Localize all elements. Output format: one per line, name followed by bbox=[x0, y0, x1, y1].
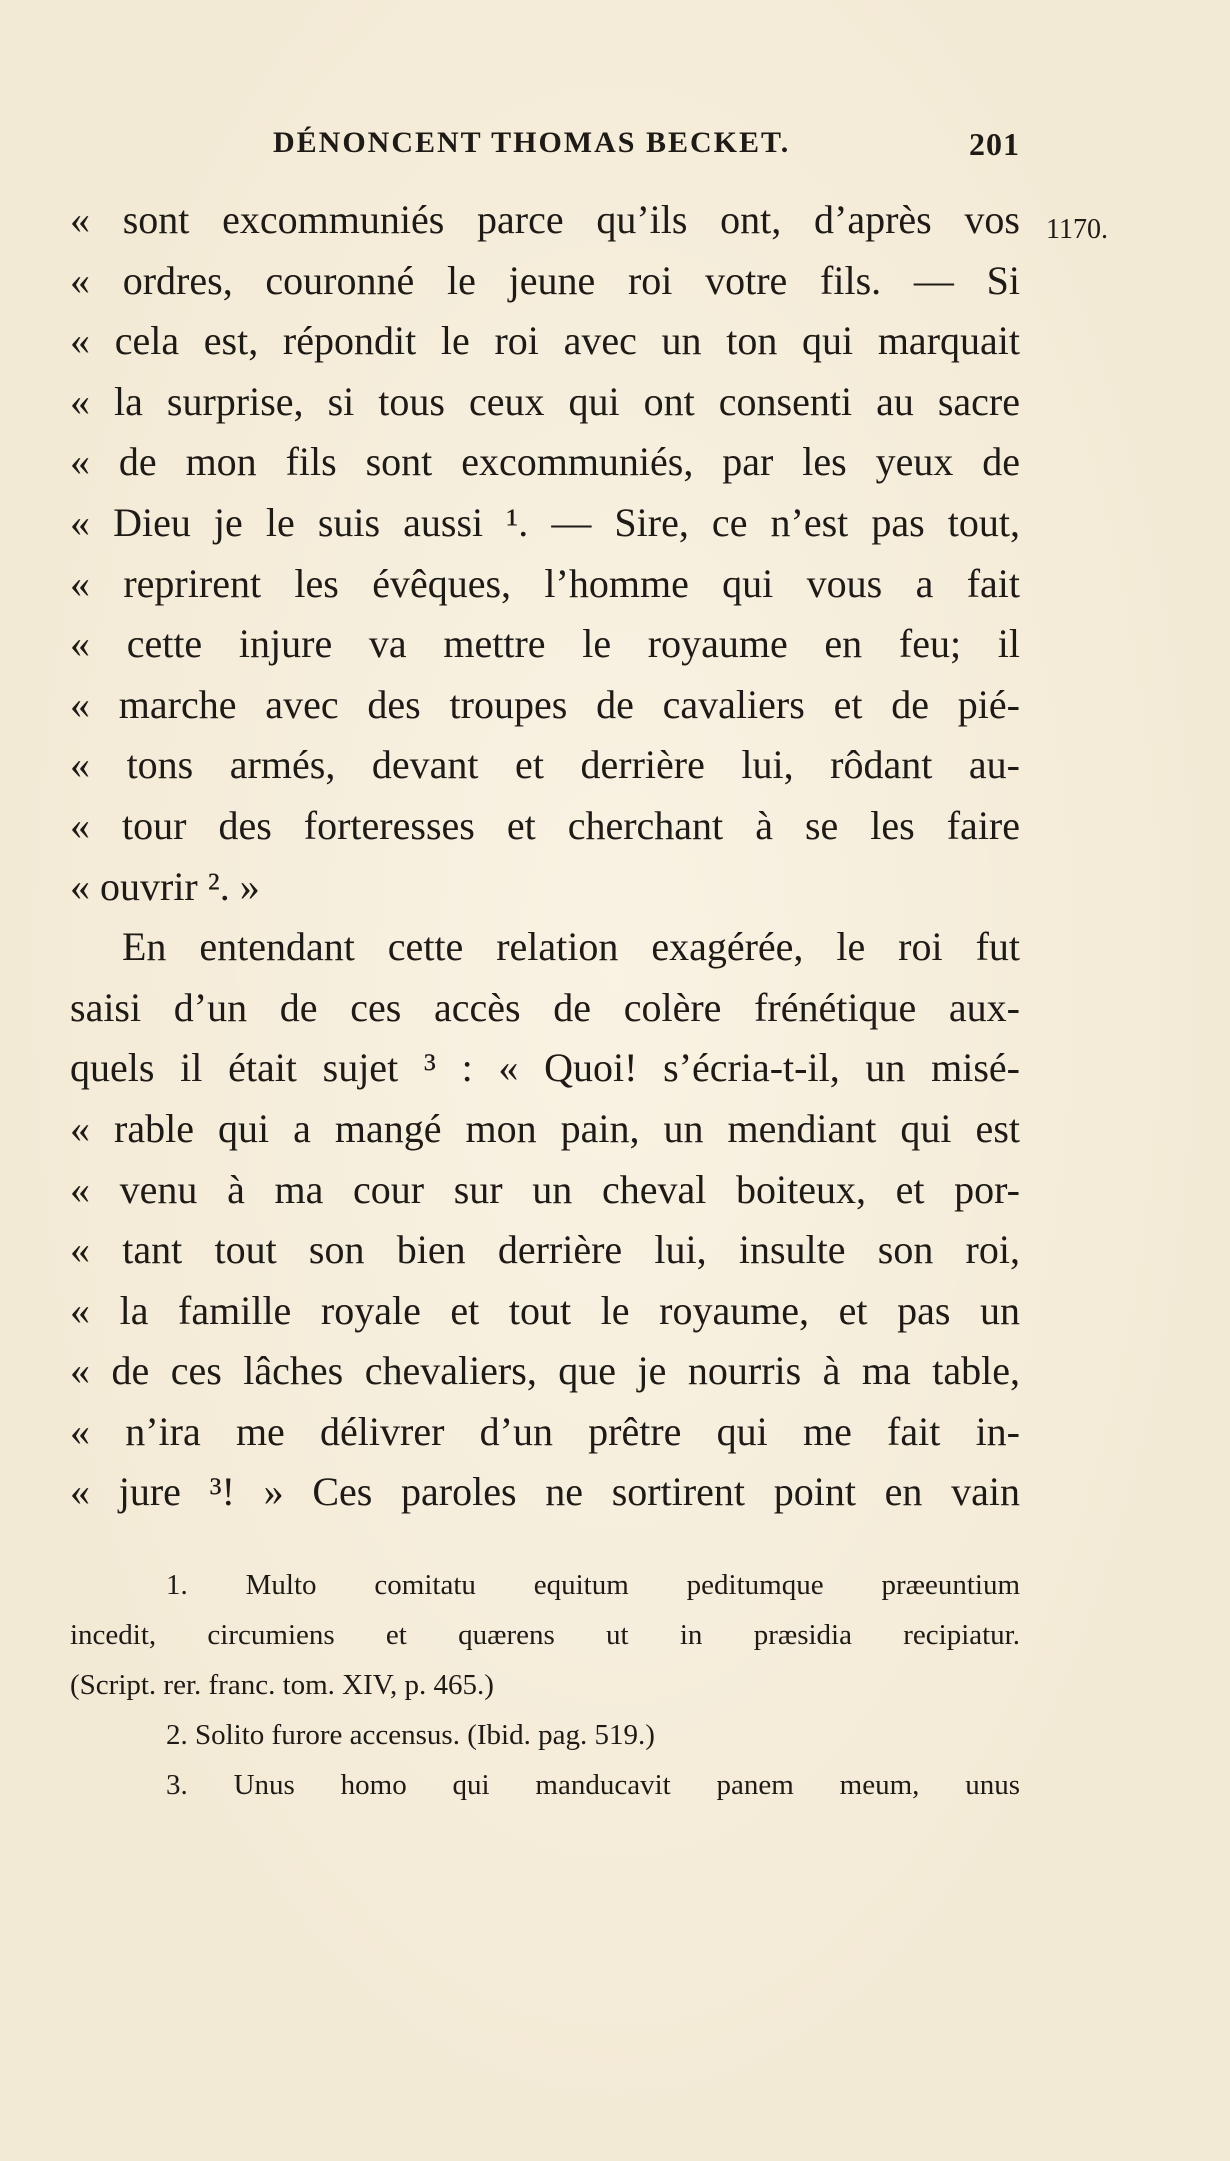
text-line: « marche avec des troupes de cavaliers et de pié- bbox=[70, 681, 1020, 727]
footnote-1-continued: (Script. rer. franc. tom. XIV, p. 465.) bbox=[70, 1669, 494, 1701]
text-line: « n’ira me délivrer d’un prêtre qui me fait in- bbox=[70, 1408, 1020, 1454]
text-line: « la surprise, si tous ceux qui ont consenti au sacre bbox=[70, 378, 1020, 424]
text-line: « de ces lâches chevaliers, que je nourris à ma table, bbox=[70, 1348, 1020, 1394]
text-line: « la famille royale et tout le royaume, et pas un bbox=[70, 1287, 1020, 1333]
text-line: « venu à ma cour sur un cheval boiteux, et por- bbox=[70, 1166, 1020, 1212]
paragraph-first-line: En entendant cette relation exagérée, le roi fut bbox=[122, 924, 1020, 970]
text-line: « cela est, répondit le roi avec un ton qui marquait bbox=[70, 318, 1020, 364]
text-line: « cette injure va mettre le royaume en feu; il bbox=[70, 621, 1020, 667]
running-title: DÉNONCENT THOMAS BECKET. bbox=[273, 126, 791, 159]
text-line: saisi d’un de ces accès de colère frénétique aux- bbox=[70, 984, 1020, 1030]
text-line: « tour des forteresses et cherchant à se les faire bbox=[70, 802, 1020, 848]
text-line: quels il était sujet ³ : « Quoi! s’écria-t-il, un misé- bbox=[70, 1045, 1020, 1091]
footnote-1: 1. Multo comitatu equitum peditumque præeuntium bbox=[166, 1569, 1020, 1601]
footnote-1-continued: incedit, circumiens et quærens ut in præsidia recipiatur. bbox=[70, 1619, 1020, 1651]
text-line: « reprirent les évêques, l’homme qui vous a fait bbox=[70, 560, 1020, 606]
footnote-3: 3. Unus homo qui manducavit panem meum, unus bbox=[166, 1769, 1020, 1801]
text-line: « ouvrir ². » bbox=[70, 863, 260, 909]
margin-year-note: 1170. bbox=[1046, 214, 1108, 245]
text-line: « tons armés, devant et derrière lui, rôdant au- bbox=[70, 742, 1020, 788]
body-text bbox=[70, 190, 1020, 1523]
footnotes bbox=[70, 1560, 1020, 1810]
text-line: « ordres, couronné le jeune roi votre fils. — Si bbox=[70, 257, 1020, 303]
text-line: « sont excommuniés parce qu’ils ont, d’après vos bbox=[70, 197, 1020, 242]
running-head bbox=[273, 126, 1020, 166]
text-line: « Dieu je le suis aussi ¹. — Sire, ce n’est pas tout, bbox=[70, 499, 1020, 545]
text-line: « tant tout son bien derrière lui, insulte son roi, bbox=[70, 1227, 1020, 1273]
text-line: « rable qui a mangé mon pain, un mendiant qui est bbox=[70, 1105, 1020, 1151]
text-line: « jure ³! » Ces paroles ne sortirent point en vain bbox=[70, 1469, 1020, 1515]
page-number: 201 bbox=[969, 126, 1020, 162]
footnote-2: 2. Solito furore accensus. (Ibid. pag. 519.) bbox=[166, 1719, 655, 1751]
text-line: « de mon fils sont excommuniés, par les yeux de bbox=[70, 439, 1020, 485]
